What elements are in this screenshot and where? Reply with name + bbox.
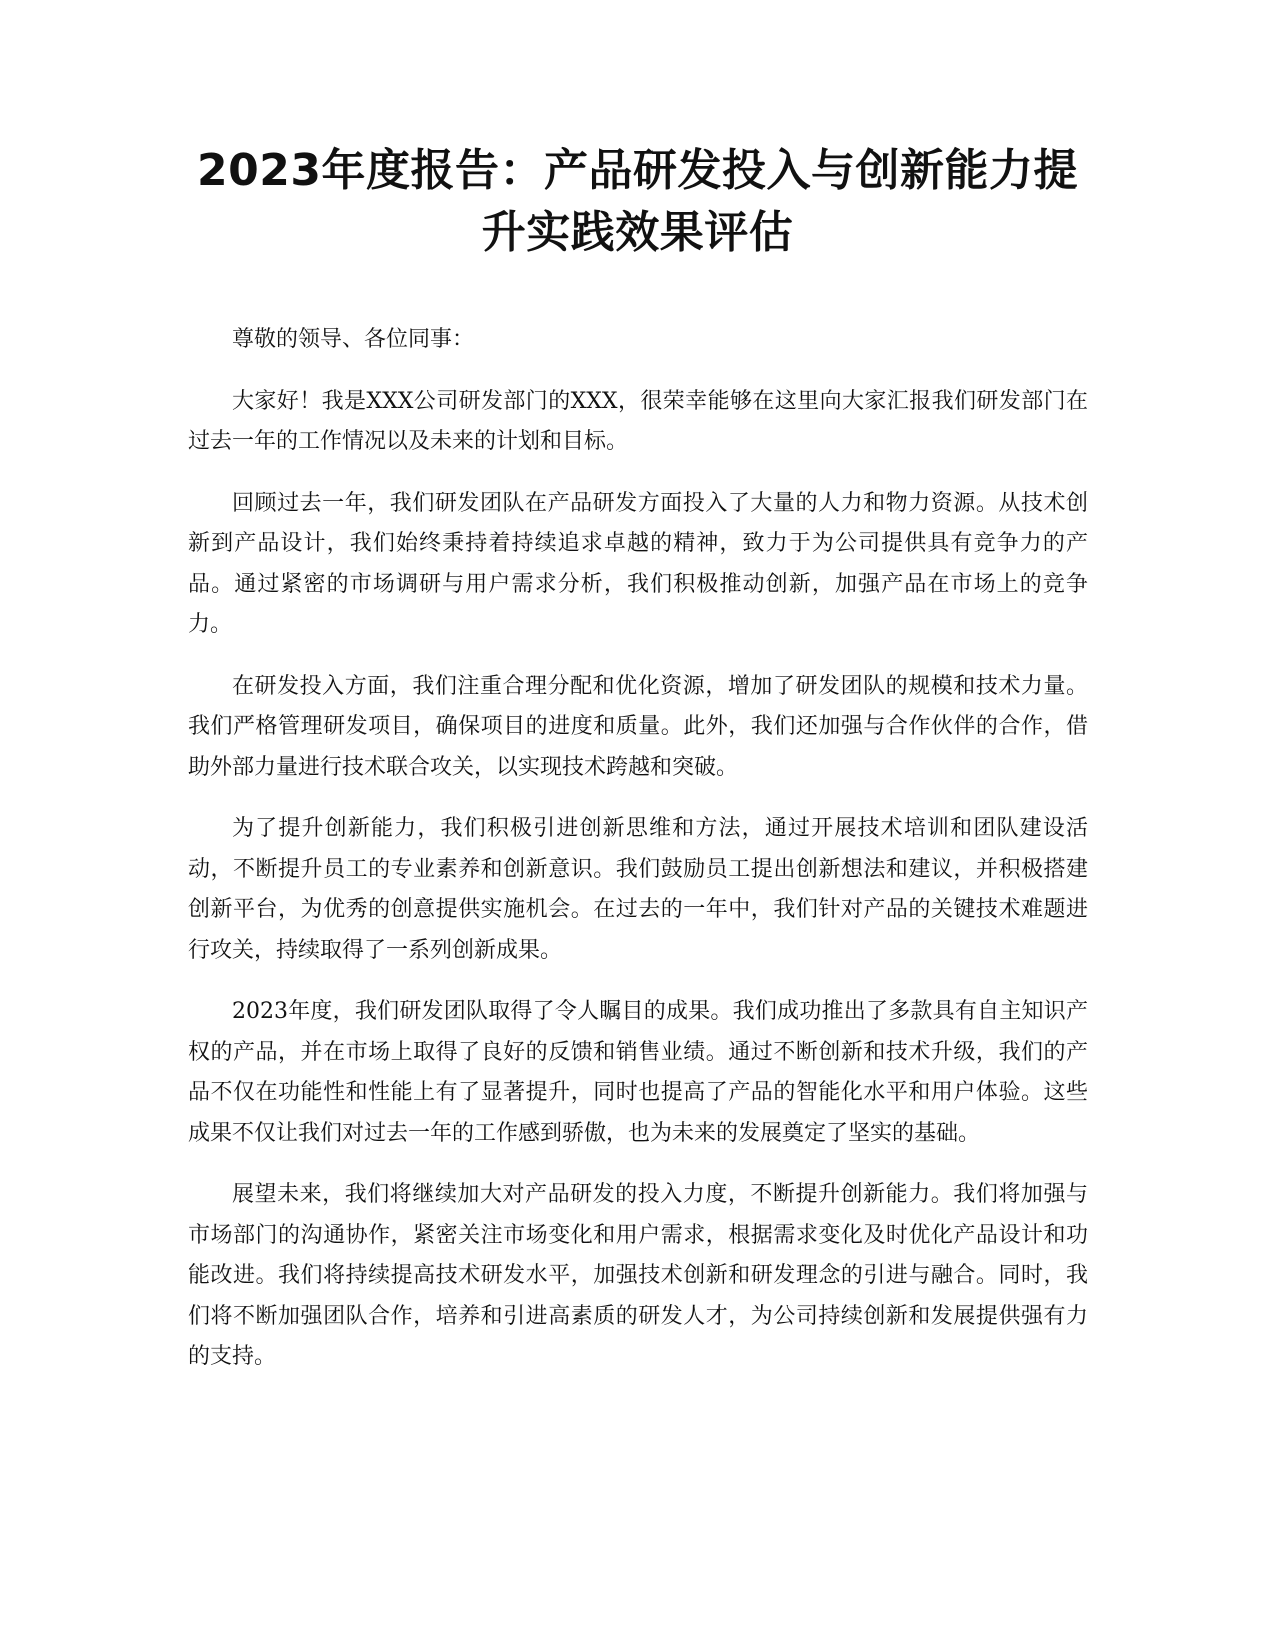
document-title: 2023年度报告：产品研发投入与创新能力提升实践效果评估 <box>197 145 1078 258</box>
document-body <box>188 320 1088 1399</box>
paragraph-review: 回顾过去一年，我们研发团队在产品研发方面投入了大量的人力和物力资源。从技术创新到产品设计，我们始终秉持着持续追求卓越的精神，致力于为公司提供具有竞争力的产品。通过紧密的市场调研与用户需求分析，我们积极推动创新，加强产品在市场上的竞争力。 <box>188 490 1088 637</box>
paragraph-greeting: 尊敬的领导、各位同事： <box>232 327 475 352</box>
paragraph-innovation: 为了提升创新能力，我们积极引进创新思维和方法，通过开展技术培训和团队建设活动，不断提升员工的专业素养和创新意识。我们鼓励员工提出创新想法和建议，并积极搭建创新平台，为优秀的创意提供实施机会。在过去的一年中，我们针对产品的关键技术难题进行攻关，持续取得了一系列创新成果。 <box>188 816 1088 963</box>
paragraph-introduction: 大家好！我是XXX公司研发部门的XXX，很荣幸能够在这里向大家汇报我们研发部门在过去一年的工作情况以及未来的计划和目标。 <box>188 388 1088 454</box>
paragraph-achievements: 2023年度，我们研发团队取得了令人瞩目的成果。我们成功推出了多款具有自主知识产权的产品，并在市场上取得了良好的反馈和销售业绩。通过不断创新和技术升级，我们的产品不仅在功能性和性能上有了显著提升，同时也提高了产品的智能化水平和用户体验。这些成果不仅让我们对过去一年的工作感到骄傲，也为未来的发展奠定了坚实的基础。 <box>188 999 1088 1146</box>
paragraph-investment: 在研发投入方面，我们注重合理分配和优化资源，增加了研发团队的规模和技术力量。我们严格管理研发项目，确保项目的进度和质量。此外，我们还加强与合作伙伴的合作，借助外部力量进行技术联合攻关，以实现技术跨越和突破。 <box>188 673 1088 780</box>
paragraph-outlook: 展望未来，我们将继续加大对产品研发的投入力度，不断提升创新能力。我们将加强与市场部门的沟通协作，紧密关注市场变化和用户需求，根据需求变化及时优化产品设计和功能改进。我们将持续提高技术研发水平，加强技术创新和研发理念的引进与融合。同时，我们将不断加强团队合作，培养和引进高素质的研发人才，为公司持续创新和发展提供强有力的支持。 <box>188 1182 1088 1369</box>
